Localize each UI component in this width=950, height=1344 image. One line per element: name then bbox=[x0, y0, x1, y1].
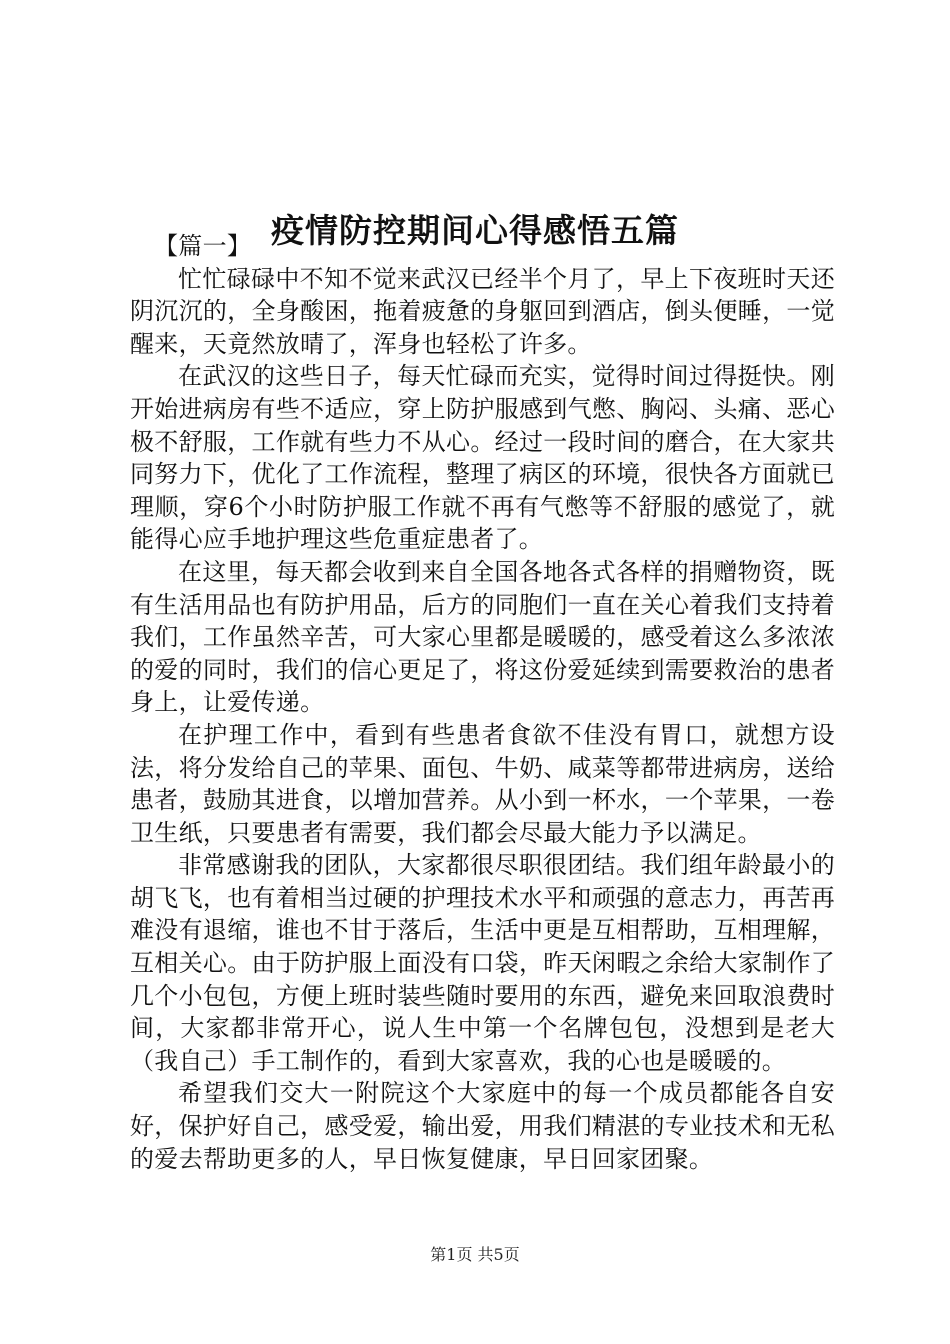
document-title: 疫情防控期间心得感悟五篇 bbox=[271, 211, 679, 251]
page-footer: 第1页 共5页 bbox=[430, 1245, 520, 1264]
paragraph-3: 在这里，每天都会收到来自全国各地各式各样的捐赠物资，既有生活用品也有防护用品，后方的同胞们一直在关心着我们支持着我们，工作虽然辛苦，可大家心里都是暖暖的，感受着这么多浓浓的爱的同时，我们的信心更足了，将这份爱延续到需要救治的患者身上，让爱传递。 bbox=[130, 557, 835, 717]
document-body bbox=[130, 230, 835, 1175]
section-heading: 【篇一】 bbox=[154, 232, 252, 260]
paragraph-6: 希望我们交大一附院这个大家庭中的每一个成员都能各自安好，保护好自己，感受爱，输出爱，用我们精湛的专业技术和无私的爱去帮助更多的人，早日恢复健康，早日回家团聚。 bbox=[130, 1079, 835, 1173]
paragraph-1: 忙忙碌碌中不知不觉来武汉已经半个月了，早上下夜班时天还阴沉沉的，全身酸困，拖着疲惫的身躯回到酒店，倒头便睡，一觉醒来，天竟然放晴了，浑身也轻松了许多。 bbox=[130, 264, 835, 358]
paragraph-2: 在武汉的这些日子，每天忙碌而充实，觉得时间过得挺快。刚开始进病房有些不适应，穿上防护服感到气憋、胸闷、头痛、恶心极不舒服，工作就有些力不从心。经过一段时间的磨合，在大家共同努力下，优化了工作流程，整理了病区的环境，很快各方面就已理顺，穿6个小时防护服工作就不再有气憋等不舒服的感觉了，就能得心应手地护理这些危重症患者了。 bbox=[130, 362, 835, 554]
paragraph-4: 在护理工作中，看到有些患者食欲不佳没有胃口，就想方设法，将分发给自己的苹果、面包、牛奶、咸菜等都带进病房，送给患者，鼓励其进食，以增加营养。从小到一杯水，一个苹果，一卷卫生纸，只要患者有需要，我们都会尽最大能力予以满足。 bbox=[130, 720, 835, 847]
paragraph-5: 非常感谢我的团队，大家都很尽职很团结。我们组年龄最小的胡飞飞，也有着相当过硬的护理技术水平和顽强的意志力，再苦再难没有退缩，谁也不甘于落后，生活中更是互相帮助，互相理解，互相关心。由于防护服上面没有口袋，昨天闲暇之余给大家制作了几个小包包，方便上班时装些随时要用的东西，避免来回取浪费时间，大家都非常开心，说人生中第一个名牌包包，没想到是老大（我自己）手工制作的，看到大家喜欢，我的心也是暖暖的。 bbox=[130, 851, 835, 1075]
